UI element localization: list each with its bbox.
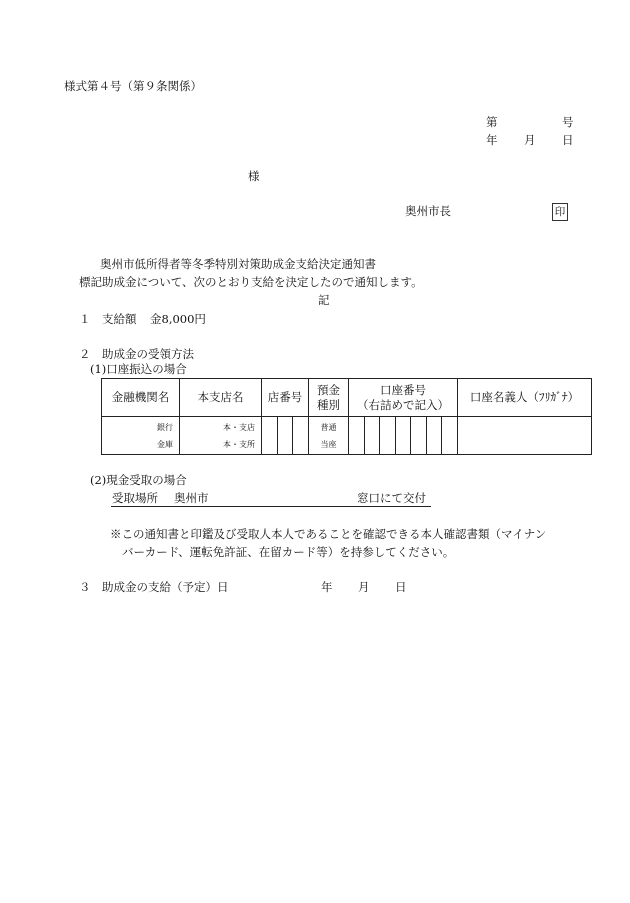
place-name: 奥州市 — [174, 491, 209, 505]
item2-label: 助成金の受領方法 — [102, 347, 194, 361]
header-branch-no: 店番号 — [262, 379, 309, 417]
header-branch: 本支店名 — [180, 379, 262, 417]
branch-cell — [180, 417, 262, 455]
branch-no-boxes — [262, 417, 308, 454]
bank-opt-bank: 銀行 — [157, 423, 173, 432]
item2-num: ２ — [79, 347, 91, 361]
date-month: 月 — [524, 133, 536, 147]
header-bank: 金融機関名 — [102, 379, 180, 417]
bank-account-table — [101, 378, 592, 455]
header-type-line2: 種別 — [317, 397, 340, 412]
note-line1: ※この通知書と印鑑及び受取人本人であることを確認できる本人確認書類（マイナン — [110, 527, 547, 541]
header-account-type — [309, 379, 349, 417]
item3-label: 助成金の支給（予定）日 — [102, 580, 229, 594]
place-underline — [111, 506, 431, 507]
branch-opt-shiten: 本・支店 — [223, 423, 255, 432]
doc-no-go: 号 — [562, 115, 574, 129]
seal-mark: 印 — [552, 203, 568, 221]
item3-num: ３ — [79, 580, 91, 594]
account-no-cell — [349, 417, 458, 455]
doc-title: 奥州市低所得者等冬季特別対策助成金支給決定通知書 — [100, 257, 376, 271]
item3-month: 月 — [358, 580, 370, 594]
bank-opt-kinko: 金庫 — [157, 440, 173, 449]
ki-label: 記 — [318, 293, 330, 307]
item2-sub2: (2)現金受取の場合 — [90, 473, 187, 487]
doc-no-dai: 第 — [486, 115, 498, 129]
account-no-boxes — [349, 417, 457, 454]
item3-day: 日 — [395, 580, 407, 594]
item2-sub1: (1)口座振込の場合 — [90, 362, 187, 376]
date-day: 日 — [562, 133, 574, 147]
header-account-no — [349, 379, 458, 417]
form-label: 様式第４号（第９条関係） — [64, 79, 202, 93]
account-type-cell — [309, 417, 349, 455]
recipient-suffix: 様 — [248, 169, 260, 183]
type-opt-toza: 当座 — [320, 440, 337, 449]
intro-text: 標記助成金について、次のとおり支給を決定したので通知します。 — [79, 275, 423, 289]
type-opt-futsu: 普通 — [320, 423, 337, 432]
bank-cell — [102, 417, 180, 455]
window-text: 窓口にて交付 — [357, 491, 426, 505]
header-type-line1: 預金 — [317, 383, 340, 398]
header-account-line2: （右詰めで記入） — [357, 397, 449, 412]
item1-label: 支給額 — [102, 312, 137, 326]
issuer: 奥州市長 — [405, 204, 451, 218]
item3-year: 年 — [321, 580, 333, 594]
note-line2: バーカード、運転免許証、在留カード等）を持参してください。 — [122, 545, 455, 559]
holder-cell — [458, 417, 592, 455]
date-year: 年 — [486, 133, 498, 147]
item1-amount: 金8,000円 — [150, 312, 206, 326]
item1-num: １ — [79, 312, 91, 326]
branch-no-cell — [262, 417, 309, 455]
branch-opt-shisho: 本・支所 — [223, 440, 255, 449]
header-holder: 口座名義人（ﾌﾘｶﾞﾅ） — [458, 379, 592, 417]
header-account-line1: 口座番号 — [380, 383, 426, 398]
place-label: 受取場所 — [112, 491, 158, 505]
